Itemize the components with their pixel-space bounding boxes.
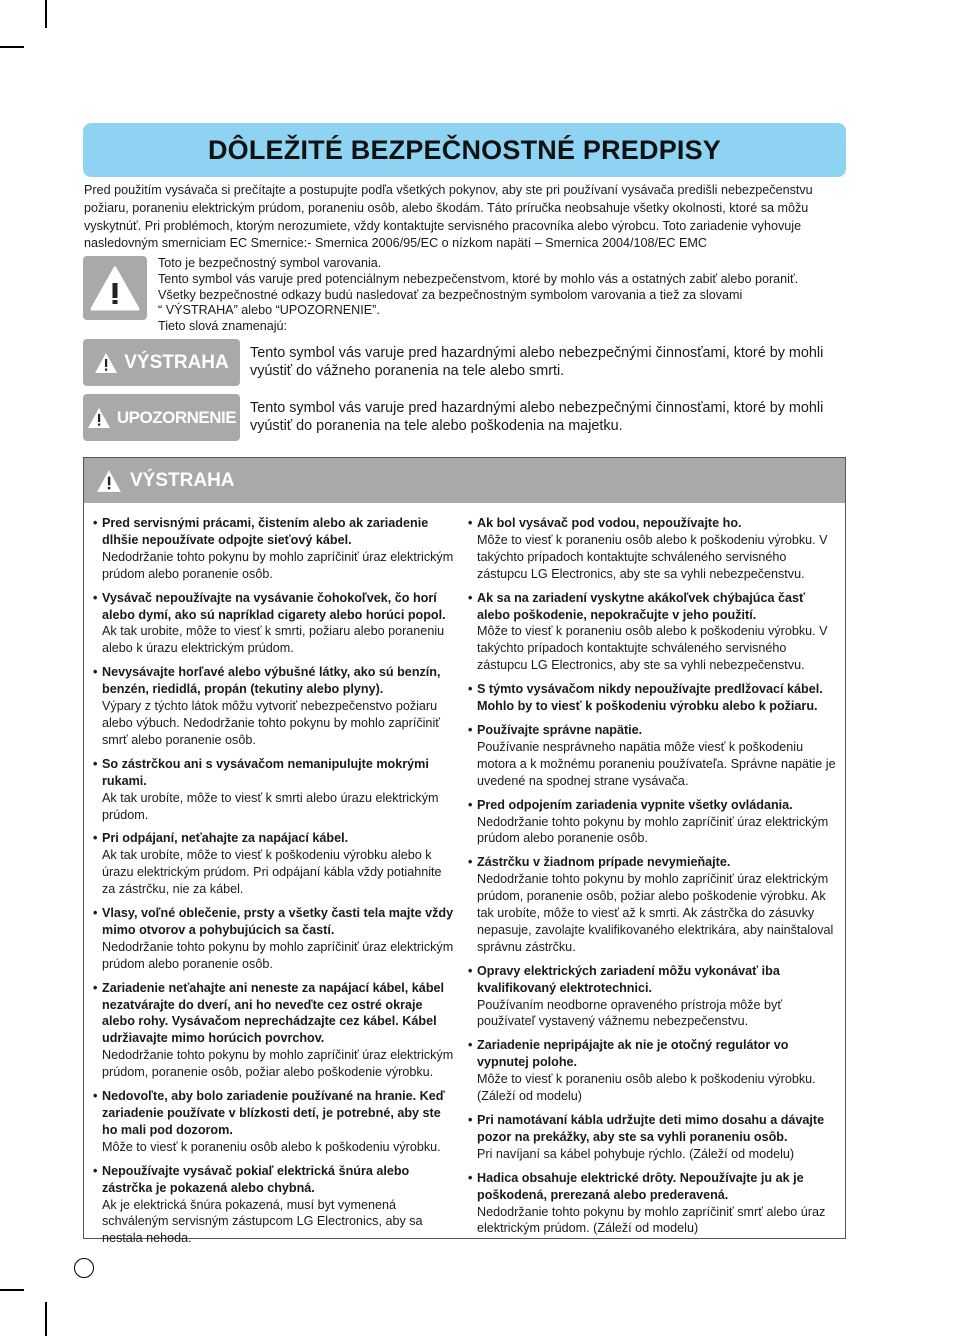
warning-triangle-icon (96, 469, 122, 493)
item-detail: Môže to viesť k poraneniu osôb alebo k poškodeniu výrobku. (Záleží od modelu) (477, 1072, 816, 1104)
warning-column-left (93, 515, 458, 1254)
item-detail: Ak tak urobíte, môže to viesť k smrti alebo úrazu elektrickým prúdom. (102, 790, 439, 822)
caution-badge-label: UPOZORNENIE (116, 407, 237, 427)
item-heading: Pred servisnými prácami, čistením alebo ak zariadenie dlhšie nepoužívate odpojte sieťový kábel. (102, 516, 429, 547)
symbol-line: Tento symbol vás varuje pred potenciálnym nebezpečenstvom, ktoré by mohlo vás a ostatných zabiť alebo poraniť. (158, 271, 799, 286)
list-item (468, 590, 840, 675)
item-detail: Používanie nesprávneho napätia môže viesť k poškodeniu motora a k možnému poraneniu používateľa. Správne napätie je uvedené na spodnej strane vysávača. (477, 739, 836, 788)
item-detail: Môže to viesť k poraneniu osôb alebo k poškodeniu výrobku. V takýchto prípadoch kontaktujte schváleného servisného zástupcu LG Electronics, aby ste sa vyhli nebezpečenstvu. (477, 532, 828, 581)
item-detail: Používaním neodborne opraveného prístroja môže byť používateľ vystavený vážnemu nebezpečenstvu. (477, 997, 783, 1029)
item-heading: Hadica obsahuje elektrické drôty. Nepoužívajte ju ak je poškodená, prerezaná alebo prederavená. (477, 1170, 804, 1202)
item-heading: Nepoužívajte vysávač pokiaľ elektrická šnúra alebo zástrčka je pokazená alebo chybná. (102, 1163, 410, 1195)
item-heading: Pred odpojením zariadenia vypnite všetky ovládania. (477, 797, 793, 812)
list-item (93, 756, 458, 824)
page-title: DÔLEŽITÉ BEZPEČNOSTNÉ PREDPISY (207, 134, 722, 165)
caution-badge-text: Tento symbol vás varuje pred hazardnými alebo nebezpečnými činnosťami, ktoré by mohli vyústiť do poranenia na tele alebo poškodenia na majetku. (250, 400, 824, 434)
warning-section (83, 457, 846, 1246)
item-detail: Výpary z týchto látok môžu vytvoriť nebezpečenstvo požiaru alebo výbuch. Nedodržanie tohto pokynu by mohlo zapríčiniť smrť alebo poranenie osôb. (102, 699, 440, 747)
item-detail: Ak je elektrická šnúra pokazená, musí byt vymenená schváleným servisným zástupcom LG Electronics, aby sa nestala nehoda. (102, 1197, 423, 1246)
warning-triangle-icon (83, 256, 147, 320)
warning-triangle-icon (94, 352, 118, 374)
item-heading: Nedovoľte, aby bolo zariadenie používané na hranie. Keď zariadenie používate v blízkosti detí, je potrebné, aby ste ho mali pod dozorom. (102, 1089, 445, 1137)
crop-mark-top-vertical (45, 0, 47, 28)
symbol-line: Tieto slová znamenajú: (158, 319, 288, 334)
list-item (468, 797, 840, 848)
item-detail: Nedodržanie tohto pokynu by mohlo zapríčiniť úraz elektrickým prúdom, poranenie osôb, požiar alebo poškodenie výrobku. (102, 1048, 454, 1080)
caution-badge (83, 394, 240, 441)
item-heading: Zariadenie nepripájajte ak nie je otočný regulátor vo vypnutej polohe. (477, 1038, 789, 1070)
item-heading: Používajte správne napätie. (477, 722, 643, 737)
safety-symbol-box (83, 256, 147, 320)
item-detail: Ak tak urobite, môže to viesť k smrti, požiaru alebo poraneniu alebo k úrazu elektrickým prúdom. (102, 624, 445, 656)
list-item (468, 722, 840, 790)
item-detail: Môže to viesť k poraneniu osôb alebo k poškodeniu výrobku. V takýchto prípadoch kontaktujte schváleného servisného zástupcu LG Electronics, aby ste sa vyhli nebezpečenstvu. (477, 624, 828, 673)
item-detail: Nedodržanie tohto pokynu by mohlo zapríčiniť úraz elektrickým prúdom alebo poranenie osôb. (477, 814, 829, 846)
item-heading: Pri odpájaní, neťahajte za napájací kábel. (102, 831, 349, 846)
symbol-line: Všetky bezpečnostné odkazy budú nasledovať za bezpečnostným symbolom varovania a tiež za slovami (158, 287, 743, 302)
item-heading: Ak bol vysávač pod vodou, nepoužívajte ho. (477, 516, 742, 530)
item-heading: Ak sa na zariadení vyskytne akákoľvek chýbajúca časť alebo poškodenie, nepokračujte v jeho použití. (477, 590, 806, 622)
item-detail: Ak tak urobíte, môže to viesť k poškodeniu výrobku alebo k úrazu elektrickým prúdom. Pri odpájaní kábla vždy potiahnite za zástrčku, nie za kábel. (102, 848, 442, 897)
list-item (468, 681, 840, 715)
item-heading: Vysávač nepoužívajte na vysávanie čohokoľvek, čo horí alebo dymí, ako sú napríklad cigarety alebo horúci popol. (102, 590, 446, 622)
item-detail: Nedodržanie tohto pokynu by mohlo zapríčiniť úraz elektrickým prúdom, poranenie osôb, požiar alebo poškodenie výrobku. Ak tak urobíte, môže to viesť až k smrti. Ak zástrčka do zásuvky nepasuje, zavolajte kvalifikovaného elektrikára, aby nainštaloval správnu zástrčku. (477, 872, 834, 954)
list-item (93, 980, 458, 1081)
item-detail: Pri navíjaní sa kábel pohybuje rýchlo. (Záleží od modelu) (477, 1146, 795, 1161)
intro-paragraph: Pred použitím vysávača si prečítajte a postupujte podľa všetkých pokynov, aby ste pri používaní vysávača predišli nebezpečenstvu požiaru, poraneniu elektrickým prúdom, poraneniu osôb, alebo škodám. Táto príručka neobsahuje všetky okolnosti, ktoré sa môžu vyskytnúť. Pri problémoch, ktorým nerozumiete, vždy kontaktujte servisného pracovníka alebo výrobcu. Toto zariadenie vyhovuje nasledovným smerniciam EC Smernice:- Smernica 2006/95/EC o nízkom napätí – Smernica 2004/108/EC EMC (84, 183, 813, 251)
item-detail: Môže to viesť k poraneniu osôb alebo k poškodeniu výrobku. (102, 1139, 441, 1154)
title-banner (83, 123, 846, 177)
warning-badge-text: Tento symbol vás varuje pred hazardnými alebo nebezpečnými činnosťami, ktoré by mohli vyústiť do vážneho poranenia na tele alebo smrti. (250, 345, 824, 379)
list-item (468, 515, 840, 583)
item-heading: Pri namotávaní kábla udržujte deti mimo dosahu a dávajte pozor na prekážky, aby ste sa vyhli poraneniu osôb. (477, 1113, 825, 1144)
warning-section-header (84, 458, 845, 503)
item-detail: Nedodržanie tohto pokynu by mohlo zapríčiniť úraz elektrickým prúdom alebo poranenie osôb. (102, 549, 454, 581)
list-item (93, 590, 458, 658)
item-detail: Nedodržanie tohto pokynu by mohlo zapríčiniť smrť alebo úraz elektrickým prúdom. (Záleží od modelu) (477, 1204, 826, 1236)
item-heading: Opravy elektrických zariadení môžu vykonávať iba kvalifikovaný elektrotechnici. (477, 963, 780, 995)
crop-mark-bottom-horizontal (0, 1289, 24, 1291)
warning-badge (83, 339, 240, 386)
crop-mark-bottom-vertical (45, 1302, 47, 1336)
warning-badge-label: VÝSTRAHA (124, 351, 229, 373)
item-heading: Vlasy, voľné oblečenie, prsty a všetky časti tela majte vždy mimo otvorov a pohybujúcich sa častí. (102, 906, 454, 937)
symbol-description (158, 256, 848, 335)
list-item (468, 1037, 840, 1105)
warning-triangle-icon (87, 407, 111, 429)
page-number-circle (74, 1258, 94, 1278)
list-item (468, 1170, 840, 1238)
list-item (468, 963, 840, 1031)
item-heading: Nevysávajte horľavé alebo výbušné látky, ako sú benzín, benzén, riedidlá, propán (tekutiny alebo plyny). (102, 665, 441, 697)
list-item (93, 1088, 458, 1156)
list-item (93, 664, 458, 749)
crop-mark-top-horizontal (0, 46, 24, 48)
warning-section-title: VÝSTRAHA (130, 469, 235, 491)
list-item (93, 830, 458, 898)
symbol-line: Toto je bezpečnostný symbol varovania. (158, 256, 382, 270)
item-heading: S týmto vysávačom nikdy nepoužívajte predlžovací kábel. Mohlo by to viesť k poškodeniu výrobku alebo k požiaru. (477, 682, 823, 714)
list-item (93, 905, 458, 973)
item-heading: So zástrčkou ani s vysávačom nemanipulujte mokrými rukami. (102, 756, 429, 788)
list-item (93, 515, 458, 583)
list-item (93, 1163, 458, 1248)
warning-column-right (468, 515, 840, 1244)
symbol-line: “ VÝSTRAHA” alebo “UPOZORNENIE”. (158, 303, 380, 318)
item-heading: Zariadenie neťahajte ani neneste za napájací kábel, kábel nezatvárajte do dverí, ani ho neveďte cez ostré okraje alebo rohy. Vysávačom neprechádzajte cez kábel. Kábel udržiavajte mimo horúcich povrchov. (102, 980, 445, 1046)
item-heading: Zástrčku v žiadnom prípade nevymieňajte. (477, 855, 731, 870)
list-item (468, 854, 840, 955)
item-detail: Nedodržanie tohto pokynu by mohlo zapríčiniť úraz elektrickým prúdom alebo poranenie osôb. (102, 939, 454, 971)
list-item (468, 1112, 840, 1163)
